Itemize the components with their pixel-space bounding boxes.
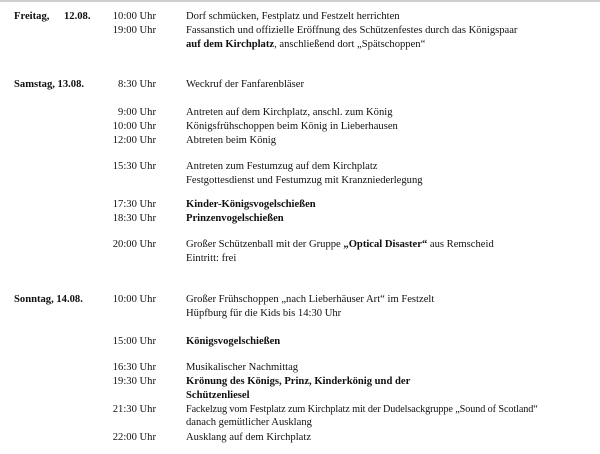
time-label: 19:30 Uhr bbox=[112, 376, 156, 387]
time-label: 22:00 Uhr bbox=[112, 432, 156, 443]
event-text: Königsvogelschießen bbox=[186, 336, 281, 347]
schedule-row bbox=[0, 403, 600, 417]
event-text bbox=[186, 238, 494, 252]
time-label: 19:00 Uhr bbox=[112, 25, 156, 36]
schedule-row bbox=[0, 198, 600, 212]
schedule-row bbox=[0, 335, 600, 349]
schedule-row bbox=[0, 431, 600, 445]
event-text-bold: auf dem Kirchplatz bbox=[186, 39, 275, 50]
time-label: 21:30 Uhr bbox=[112, 404, 156, 415]
time-label: 17:30 Uhr bbox=[112, 199, 156, 210]
schedule-row bbox=[0, 78, 600, 92]
event-text: Königsfrühschoppen beim König in Lieberhausen bbox=[186, 121, 398, 132]
time-label: 10:00 Uhr bbox=[112, 11, 156, 22]
schedule-row-continued bbox=[0, 252, 600, 266]
schedule-row-continued bbox=[0, 174, 600, 188]
schedule-row-continued bbox=[0, 416, 600, 430]
schedule-row bbox=[0, 212, 600, 226]
day-label: Sonntag, 14.08. bbox=[14, 294, 83, 305]
time-label: 18:30 Uhr bbox=[112, 213, 156, 224]
event-text-continued bbox=[186, 38, 425, 52]
event-text: Ausklang auf dem Kirchplatz bbox=[186, 432, 312, 443]
schedule-row bbox=[0, 120, 600, 134]
event-text: Weckruf der Fanfarenbläser bbox=[186, 79, 304, 90]
event-text: Musikalischer Nachmittag bbox=[186, 362, 299, 373]
event-text-continued: Festgottesdienst und Festumzug mit Kranzniederlegung bbox=[186, 175, 423, 186]
schedule-row bbox=[0, 238, 600, 252]
schedule-row bbox=[0, 106, 600, 120]
time-label: 10:00 Uhr bbox=[112, 294, 156, 305]
time-label: 16:30 Uhr bbox=[112, 362, 156, 373]
event-text-part: Großer Schützenball mit der Gruppe bbox=[186, 239, 344, 250]
schedule-row bbox=[0, 361, 600, 375]
schedule-row-continued bbox=[0, 38, 600, 52]
schedule-row bbox=[0, 160, 600, 174]
day-label: Freitag, bbox=[14, 11, 50, 22]
event-text: Kinder-Königsvogelschießen bbox=[186, 199, 316, 210]
event-text: Krönung des Königs, Prinz, Kinderkönig und der bbox=[186, 376, 411, 387]
schedule-row bbox=[0, 134, 600, 148]
event-text: Fackelzug vom Festplatz zum Kirchplatz mit der Dudelsackgruppe „Sound of Scotland“ bbox=[186, 404, 538, 415]
schedule-row bbox=[0, 10, 600, 24]
scan-edge bbox=[0, 0, 600, 2]
schedule-row-continued bbox=[0, 307, 600, 321]
time-label: 8:30 Uhr bbox=[118, 79, 156, 90]
event-text: Antreten auf dem Kirchplatz, anschl. zum König bbox=[186, 107, 393, 118]
time-label: 9:00 Uhr bbox=[118, 107, 156, 118]
schedule-row-continued bbox=[0, 389, 600, 403]
event-text: Antreten zum Festumzug auf dem Kirchplatz bbox=[186, 161, 378, 172]
event-text: Abtreten beim König bbox=[186, 135, 277, 146]
event-text-continued: Hüpfburg für die Kids bis 14:30 Uhr bbox=[186, 308, 342, 319]
event-text: Großer Frühschoppen „nach Lieberhäuser Art“ im Festzelt bbox=[186, 294, 435, 305]
schedule-row bbox=[0, 24, 600, 38]
event-text: Dorf schmücken, Festplatz und Festzelt herrichten bbox=[186, 11, 400, 22]
time-label: 15:30 Uhr bbox=[112, 161, 156, 172]
time-label: 15:00 Uhr bbox=[112, 336, 156, 347]
date-label: 12.08. bbox=[64, 11, 91, 22]
event-text-continued: Eintritt: frei bbox=[186, 253, 237, 264]
band-name: „Optical Disaster“ bbox=[343, 239, 428, 250]
event-text-part: aus Remscheid bbox=[427, 239, 494, 250]
event-text-rest: , anschließend dort „Spätschoppen“ bbox=[274, 39, 426, 50]
day-label: Samstag, 13.08. bbox=[14, 79, 85, 90]
event-text: Prinzenvogelschießen bbox=[186, 213, 284, 224]
time-label: 12:00 Uhr bbox=[112, 135, 156, 146]
event-text-continued: Schützenliesel bbox=[186, 390, 250, 401]
time-label: 10:00 Uhr bbox=[112, 121, 156, 132]
event-text-continued: danach gemütlicher Ausklang bbox=[186, 417, 312, 428]
time-label: 20:00 Uhr bbox=[112, 239, 156, 250]
event-text: Fassanstich und offizielle Eröffnung des Schützenfestes durch das Königspaar bbox=[186, 25, 518, 36]
schedule-row bbox=[0, 293, 600, 307]
schedule-row bbox=[0, 375, 600, 389]
